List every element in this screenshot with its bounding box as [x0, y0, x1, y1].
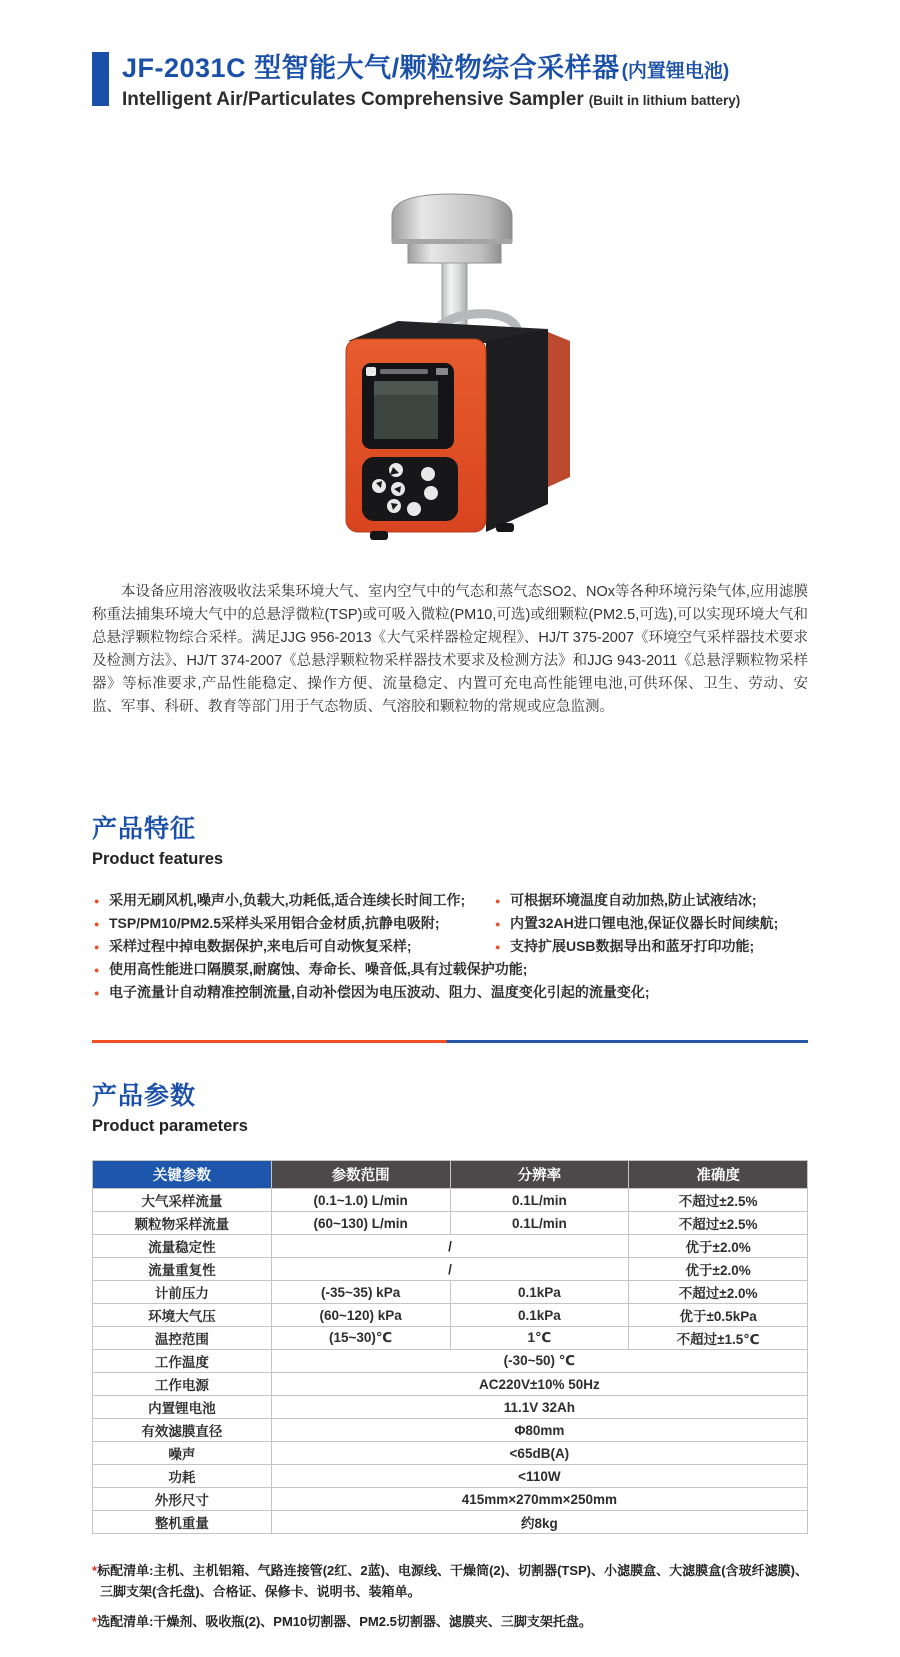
footnote — [92, 1560, 808, 1602]
param-value-cell: (-30~50) ℃ — [271, 1350, 807, 1373]
feature-text: 支持扩展USB数据导出和蓝牙打印功能; — [509, 938, 755, 954]
param-name-cell: 功耗 — [93, 1465, 272, 1488]
param-value-cell: <110W — [271, 1465, 807, 1488]
bullet-dot-icon: ● — [494, 896, 501, 906]
title-line-zh — [122, 46, 740, 85]
param-value-cell: 约8kg — [271, 1511, 807, 1534]
table-row — [93, 1488, 808, 1511]
param-name-cell: 大气采样流量 — [93, 1189, 272, 1212]
parameters-heading-en: Product parameters — [92, 1117, 248, 1135]
footnote-label: 选配清单: — [97, 1614, 154, 1629]
feature-item — [493, 889, 808, 912]
intro-paragraph: 本设备应用溶液吸收法采集环境大气、室内空气中的气态和蒸气态SO2、NOx等各种环境污染气体,应用滤膜称重法捕集环境大气中的总悬浮微粒(TSP)或可吸入微粒(PM10,可选)或细颗粒(PM2.5,可选),可以实现环境大气和总悬浮颗粒物综合采样。满足JJG 956-2013《大气采样器检定规程》、HJ/T 375-2007《环境空气采样器技术要求及检测方法》、HJ/T 374-2007《总悬浮颗粒物采样器技术要求及检测方法》和JJG 943-2011《总悬浮颗粒物采样器》等标准要求,产品性能稳定、操作方便、流量稳定、内置可充电高性能锂电池,可供环保、卫生、劳动、安监、军事、科研、教育等部门用于气态物质、气溶胶和颗粒物的常规或应急监测。 — [92, 584, 808, 715]
bullet-dot-icon: ● — [494, 942, 501, 952]
asterisk-mark: * — [92, 1614, 98, 1629]
doc-header — [92, 46, 808, 111]
param-value-cell: 不超过±2.5% — [629, 1189, 808, 1212]
param-name-cell: 有效滤膜直径 — [93, 1419, 272, 1442]
keypad-fn2-button — [424, 486, 438, 500]
page-title-en-suffix: (Built in lithium battery) — [588, 93, 741, 108]
bullet-dot-icon: ● — [94, 896, 100, 906]
feature-item — [493, 912, 808, 935]
bullet-dot-icon: ● — [94, 942, 100, 952]
feature-text: 采用无刷风机,噪声小,负载大,功耗低,适合连续长时间工作; — [109, 892, 466, 908]
feature-item — [92, 981, 808, 1004]
param-value-cell: (0.1~1.0) L/min — [271, 1189, 450, 1212]
display-module — [362, 363, 454, 449]
device-foot-left — [370, 531, 388, 540]
product-image — [290, 171, 610, 549]
parameters-table — [92, 1160, 808, 1534]
asterisk-mark: * — [92, 1563, 98, 1578]
parameters-heading-zh: 产品参数 — [92, 1082, 197, 1110]
param-name-cell: 流量稳定性 — [93, 1235, 272, 1258]
table-row — [93, 1350, 808, 1373]
param-name-cell: 内置锂电池 — [93, 1396, 272, 1419]
param-value-cell: / — [271, 1258, 629, 1281]
table-row — [93, 1212, 808, 1235]
keypad-fn1-button — [421, 467, 435, 481]
param-value-cell: / — [271, 1235, 629, 1258]
title-line-en — [122, 85, 740, 111]
parameters-table-body — [93, 1189, 808, 1534]
feature-item — [92, 958, 808, 981]
table-header-cell: 关键参数 — [93, 1161, 272, 1189]
table-row — [93, 1465, 808, 1488]
footnote-label: 标配清单: — [97, 1563, 154, 1578]
param-name-cell: 环境大气压 — [93, 1304, 272, 1327]
param-value-cell: 0.1L/min — [450, 1189, 629, 1212]
param-name-cell: 计前压力 — [93, 1281, 272, 1304]
feature-text: 采样过程中掉电数据保护,来电后可自动恢复采样; — [109, 938, 412, 954]
device-side-face — [486, 329, 548, 532]
table-row — [93, 1511, 808, 1534]
section-divider — [92, 1040, 808, 1043]
bullet-dot-icon: ● — [94, 919, 100, 929]
table-row — [93, 1396, 808, 1419]
param-value-cell: (60~130) L/min — [271, 1212, 450, 1235]
tsp-sampling-head — [392, 194, 512, 263]
features-columns — [92, 889, 808, 958]
param-value-cell: <65dB(A) — [271, 1442, 807, 1465]
footnote — [92, 1611, 808, 1632]
param-name-cell: 噪声 — [93, 1442, 272, 1465]
page-title-zh: JF-2031C 型智能大气/颗粒物综合采样器 — [122, 53, 620, 83]
feature-text: 使用高性能进口隔膜泵,耐腐蚀、寿命长、噪音低,具有过载保护功能; — [109, 961, 528, 977]
param-name-cell: 流量重复性 — [93, 1258, 272, 1281]
page-title-en: Intelligent Air/Particulates Comprehensive Sampler — [122, 89, 584, 110]
feature-item — [493, 935, 808, 958]
keypad-fn3-button — [407, 502, 421, 516]
table-row — [93, 1189, 808, 1212]
param-value-cell: 不超过±2.5% — [629, 1212, 808, 1235]
table-row — [93, 1327, 808, 1350]
table-row — [93, 1419, 808, 1442]
bullet-dot-icon: ● — [94, 965, 100, 975]
feature-text: 可根据环境温度自动加热,防止试液结冰; — [509, 892, 757, 908]
table-header-cell: 准确度 — [629, 1161, 808, 1189]
product-image-container — [92, 171, 808, 549]
param-name-cell: 整机重量 — [93, 1511, 272, 1534]
features-list-right — [493, 889, 808, 958]
title-wrap — [122, 46, 740, 111]
param-name-cell: 温控范围 — [93, 1327, 272, 1350]
param-name-cell: 工作电源 — [93, 1373, 272, 1396]
param-value-cell: 0.1kPa — [450, 1281, 629, 1304]
table-row — [93, 1235, 808, 1258]
feature-text: 电子流量计自动精准控制流量,自动补偿因为电压波动、阻力、温度变化引起的流量变化; — [109, 984, 650, 1000]
param-name-cell: 颗粒物采样流量 — [93, 1212, 272, 1235]
table-row — [93, 1281, 808, 1304]
footnote-text: 主机、主机铝箱、气路连接管(2红、2蓝)、电源线、干燥筒(2)、切割器(TSP)、小滤膜盒、大滤膜盒(含玻纤滤膜)、三脚支架(含托盘)、合格证、保修卡、说明书、装箱单。 — [100, 1563, 808, 1599]
param-value-cell: 0.1kPa — [450, 1304, 629, 1327]
param-value-cell: Φ80mm — [271, 1419, 807, 1442]
param-value-cell: 不超过±1.5℃ — [629, 1327, 808, 1350]
param-value-cell: (-35~35) kPa — [271, 1281, 450, 1304]
feature-item — [92, 889, 493, 912]
table-row — [93, 1373, 808, 1396]
feature-text: TSP/PM10/PM2.5采样头采用铝合金材质,抗静电吸附; — [109, 915, 440, 931]
features-heading-en: Product features — [92, 850, 224, 868]
param-value-cell: AC220V±10% 50Hz — [271, 1373, 807, 1396]
device-foot-right — [496, 523, 514, 532]
device-orange-wing — [548, 332, 570, 487]
param-value-cell: 415mm×270mm×250mm — [271, 1488, 807, 1511]
param-value-cell: 11.1V 32Ah — [271, 1396, 807, 1419]
feature-item — [92, 935, 493, 958]
parameters-table-head — [93, 1161, 808, 1189]
table-row — [93, 1442, 808, 1465]
table-row — [93, 1304, 808, 1327]
feature-item — [92, 912, 493, 935]
param-value-cell: 1℃ — [450, 1327, 629, 1350]
feature-text: 内置32AH进口锂电池,保证仪器长时间续航; — [509, 915, 779, 931]
brand-logo — [366, 367, 376, 376]
bullet-dot-icon: ● — [94, 988, 100, 998]
features-section — [92, 809, 808, 1004]
footnotes — [92, 1560, 808, 1632]
param-value-cell: (15~30)℃ — [271, 1327, 450, 1350]
table-header-cell: 分辨率 — [450, 1161, 629, 1189]
title-accent-bar — [92, 52, 109, 106]
features-heading-zh: 产品特征 — [92, 815, 197, 843]
param-value-cell: 优于±2.0% — [629, 1235, 808, 1258]
param-value-cell: 0.1L/min — [450, 1212, 629, 1235]
parameters-section — [92, 1076, 808, 1534]
footnote-text: 干燥剂、吸收瓶(2)、PM10切割器、PM2.5切割器、滤膜夹、三脚支架托盘。 — [153, 1614, 592, 1629]
features-list-left — [92, 889, 493, 958]
features-list-full — [92, 958, 808, 1004]
param-value-cell: 不超过±2.0% — [629, 1281, 808, 1304]
param-name-cell: 工作温度 — [93, 1350, 272, 1373]
bullet-dot-icon: ● — [494, 919, 501, 929]
page-title-zh-suffix: (内置锂电池) — [621, 61, 730, 82]
param-value-cell: 优于±0.5kPa — [629, 1304, 808, 1327]
table-header-row — [93, 1161, 808, 1189]
param-value-cell: 优于±2.0% — [629, 1258, 808, 1281]
table-row — [93, 1258, 808, 1281]
param-name-cell: 外形尺寸 — [93, 1488, 272, 1511]
param-value-cell: (60~120) kPa — [271, 1304, 450, 1327]
table-header-cell: 参数范围 — [271, 1161, 450, 1189]
keypad-module — [362, 457, 458, 521]
page-content — [92, 46, 808, 1632]
